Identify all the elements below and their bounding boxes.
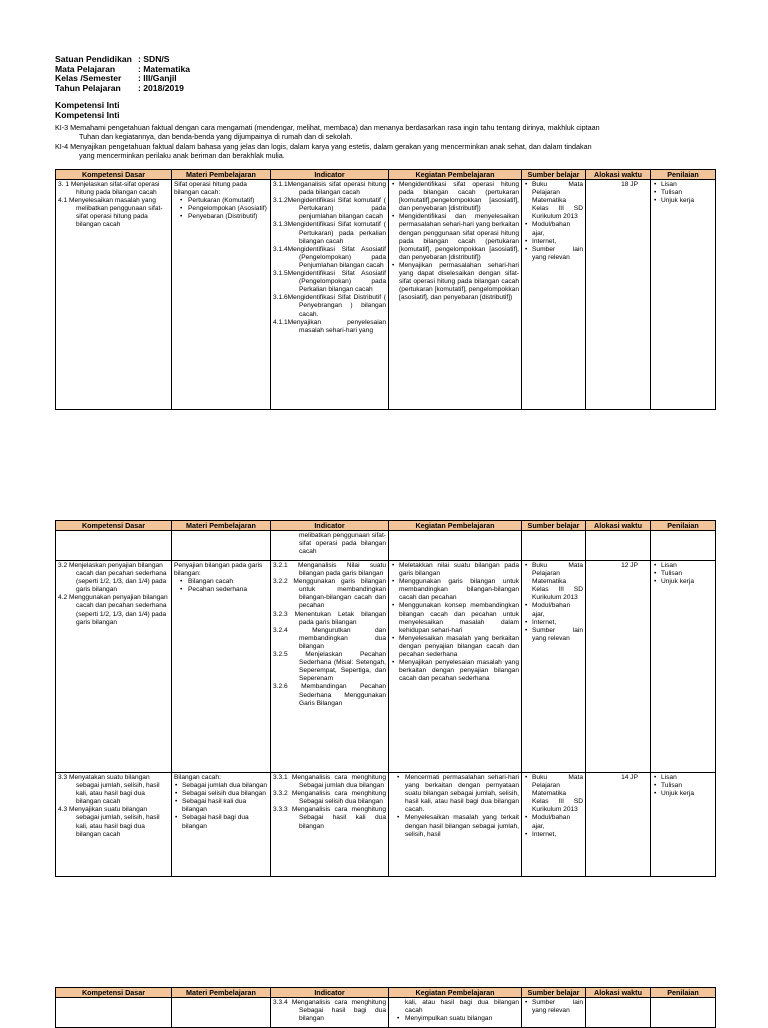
materi-intro: Bilangan cacah:: [174, 774, 221, 781]
table-row: [56, 773, 716, 877]
materi-cell: [172, 998, 271, 1028]
kompetensi-dasar-cell: [56, 998, 172, 1028]
ki-4: [55, 142, 715, 160]
indikator-item: 3.2.5 Menjelaskan Pecahan Sederhana (Misal: Setengah, Seperempat, Sepertiga, dan Seperenam: [273, 651, 386, 683]
list-item: • Unjuk kerja: [653, 790, 713, 798]
column-header: Alokasi waktu: [586, 521, 651, 531]
indikator-item: 3.1.3Mengidentifikasi Sifat komutatif ( Pertukaran) pada perkalian bilangan cacah: [273, 221, 386, 245]
header-value: : III/Ganjil: [138, 73, 177, 84]
silabus-table-page-2: [55, 520, 716, 877]
column-header: Kegiatan Pembelajaran: [389, 521, 522, 531]
column-header: Sumber belajar: [522, 988, 586, 998]
indikator-cell: [271, 561, 389, 773]
indikator-item: 3.3.2 Menganalisis cara menghitung Sebagai selisih dua bilangan: [273, 790, 386, 806]
penilaian-cell: [651, 773, 716, 877]
indikator-item: 3.1.2Mengidentifikasi Sifat komutatif ( Pertukaran) pada penjumlahan bilangan cacah: [273, 197, 386, 221]
column-header: Materi Pembelajaran: [172, 521, 271, 531]
sumber-cell: [522, 998, 586, 1028]
kompetensi-dasar-cell: [56, 180, 172, 410]
header-value: : Matematika: [138, 63, 191, 74]
materi-intro: Sifat operasi hitung pada bilangan cacah:: [174, 181, 247, 197]
ki-3: [55, 123, 715, 141]
header-label: Tahun Pelajaran: [55, 82, 121, 93]
list-item: • Unjuk kerja: [653, 197, 713, 205]
ki-3-line: Tuhan dan kegiatannya, dan benda-benda yang dijumpainya di rumah dan di sekolah.: [79, 132, 353, 141]
alokasi-cell: 18 JP: [586, 180, 651, 410]
table-row: [56, 561, 716, 773]
materi-cell: [172, 180, 271, 410]
kegiatan-cell: [389, 531, 522, 561]
indikator-item: 3.1.4Mengidentifikasi Sifat Asosiatif (Pengelompokan) pada Penjumlahan bilangan cacah: [273, 245, 386, 269]
sumber-cell: [522, 561, 586, 773]
column-header: Alokasi waktu: [586, 170, 651, 180]
list-item: • Sebagai jumlah dua bilangan: [174, 782, 268, 790]
list-item: • Menyajikan permasalahan sehari-hari yang dapat diselesaikan dengan sifat-sifat operasi hitung pada bilangan cacah (pertukaran [komutatif], pengelompokkan [asosiatif], dan penyebaran [distributif]): [391, 262, 519, 302]
kegiatan-cell: [389, 561, 522, 773]
alokasi-cell: 12 JP: [586, 561, 651, 773]
list-item: • Sebagai selisih dua bilangan: [174, 790, 268, 798]
list-item: • Sebagai hasil bagi dua bilangan: [174, 814, 268, 830]
column-header: Indicator: [271, 170, 389, 180]
indikator-item: 3.1.5Mengidentifikasi Sifat Asosiatif (Pengelompokan) pada Perkalian bilangan cacah: [273, 270, 386, 294]
table-row: [56, 531, 716, 561]
column-header: Sumber belajar: [522, 170, 586, 180]
list-item: • Pengelompokan (Asosiatif): [174, 205, 268, 213]
indikator-cell: [271, 180, 389, 410]
header-label: Mata Pelajaran: [55, 63, 116, 74]
column-header: Kegiatan Pembelajaran: [389, 170, 522, 180]
materi-cell: [172, 561, 271, 773]
kd-item: 3.2 Menjelaskan penyajian bilangan cacah dan pecahan sederhana (seperti 1/2, 1/3, dan 1/4) pada garis bilangan: [58, 562, 167, 594]
kd-item: 4.1 Menyelesaikan masalah yang melibatkan penggunaan sifat-sifat operasi hitung pada bilangan cacah: [58, 197, 163, 229]
list-item: • Menyelesaikan masalah yang berkaitan dengan penyajian bilangan cacah dan pecahan sederhana: [391, 635, 519, 659]
kegiatan-cell: [389, 773, 522, 877]
list-item: • Mengidentifikasi dan menyelesaikan permasalahan sehari-hari yang berkaitan dengan penggunaan sifat operasi hitung pada bilangan cacah (pertukaran [komutatif], pengelompokkan [asosiatif], dan penyebaran [distributif]): [391, 213, 519, 262]
alokasi-cell: [586, 998, 651, 1028]
sumber-cell: [522, 531, 586, 561]
list-item: • Mengidentifikasi sifat operasi hitung pada bilangan cacah (pertukaran [komutatif],pengelompokkan [asosiatif], dan penyebaran [distributif]): [391, 181, 519, 213]
table-header-row: [56, 521, 716, 531]
kompetensi-inti-title: [55, 101, 119, 120]
list-item: • Tulisan: [653, 782, 713, 790]
list-item: • Pecahan sederhana: [174, 586, 268, 594]
list-item: • Sebagai hasil kali dua bilangan: [174, 798, 268, 814]
list-item: • Modul/bahan ajar,: [524, 602, 583, 618]
column-header: Kegiatan Pembelajaran: [389, 988, 522, 998]
table-row: [56, 998, 716, 1028]
indikator-item: 3.1.6Mengidentifikasi Sifat Distributif ( Penyebrangan ) bilangan cacah.: [273, 294, 386, 318]
indikator-item: 3.2.6 Membandingan Pecahan Sederhana Menggunakan Garis Bilangan: [273, 683, 386, 707]
kd-item: 4.2 Menggunakan penyajian bilangan cacah dan pecahan sederhana (seperti 1/2, 1/3, dan 1/4) pada garis bilangan: [58, 594, 168, 626]
kompetensi-dasar-cell: [56, 531, 172, 561]
list-item: • Sumber lain yang relevan: [524, 246, 583, 262]
header-row: [55, 84, 190, 94]
header-label: Kelas /Semester: [55, 73, 122, 84]
document-header: [55, 55, 190, 93]
indikator-item: 3.2.3 Menentukan Letak bilangan pada garis bilangan: [273, 610, 386, 626]
section-heading: Kompetensi Inti: [55, 109, 120, 120]
header-label: Satuan Pendidikan: [55, 54, 132, 64]
list-item: • Buku Mata Pelajaran Matematika Kelas III SD Kurikulum 2013: [524, 774, 583, 814]
list-item: • Mencermati permasalahan sehari-hari yang berkaitan dengan pernyataan suatu bilangan sebagai jumlah, selisih, hasil kali, atau hasil bagi dua bilangan cacah.: [391, 774, 519, 814]
sumber-cell: [522, 773, 586, 877]
indikator-item: 3.3.3 Menganalisis cara menghitung Sebagai hasil kali dua bilangan: [273, 806, 386, 830]
list-item: • Menggunakan konsep membandingkan bilangan cacah dan pecahan untuk menyelesaikan masalah dalam kehidupan sehari-hari: [391, 602, 519, 634]
list-item: • Internet,: [524, 619, 583, 627]
indikator-item: 3.3.1 Menganalisis cara menghitung Sebagai jumlah dua bilangan: [273, 774, 386, 790]
materi-cell: [172, 531, 271, 561]
kegiatan-cell: [389, 180, 522, 410]
kegiatan-cell: [389, 998, 522, 1028]
ki-3-line: KI-3 Memahami pengetahuan faktual dengan cara mengamati (mendengar, melihat, membaca) dan menanya berdasarkan rasa ingin tahu tentang dirinya, makhluk ciptaan: [55, 123, 600, 132]
header-value: : SDN/S: [138, 54, 170, 64]
list-item: • Bilangan cacah: [174, 578, 268, 586]
column-header: Sumber belajar: [522, 521, 586, 531]
list-item: • Tulisan: [653, 570, 713, 578]
list-item: • Menyelesaikan masalah yang terkait dengan hasil bilangan sebagai jumlah, selisih, hasil: [391, 814, 519, 838]
list-item: • Menyimpulkan suatu bilangan: [391, 1015, 519, 1023]
column-header: Materi Pembelajaran: [172, 170, 271, 180]
kd-item: 4.3 Menyajikan suatu bilangan sebagai jumlah, selisih, hasil kali, atau hasil bagi dua bilangan cacah: [58, 806, 160, 838]
column-header: Penilaian: [651, 170, 716, 180]
column-header: Kompetensi Dasar: [56, 521, 172, 531]
indikator-item: 4.1.1Menyajikan penyelesaian masalah sehari-hari yang: [273, 318, 386, 334]
sumber-cell: [522, 180, 586, 410]
list-item: • Buku Mata Pelajaran Matematika Kelas III SD Kurikulum 2013: [524, 562, 583, 602]
ki-4-line: yang mencerminkan perilaku anak beriman dan berakhlak mulia.: [79, 151, 285, 160]
list-item: • Pertukaran (Komutatif): [174, 197, 268, 205]
indikator-item: 3.1.1Menganalisis sifat operasi hitung pada bilangan cacah: [273, 181, 386, 197]
alokasi-cell: [586, 531, 651, 561]
list-item: • Meletakkan nilai suatu bilangan pada garis bilangan: [391, 562, 519, 578]
indikator-cell: [271, 998, 389, 1028]
list-item: • Penyebaran (Distributif): [174, 213, 268, 221]
indikator-cell: melibatkan penggunaan sifat-sifat operasi pada bilangan cacah: [271, 531, 389, 561]
header-value: : 2018/2019: [138, 82, 184, 93]
indikator-cell: [271, 773, 389, 877]
table-header-row: [56, 170, 716, 180]
silabus-table-page-1: [55, 169, 716, 410]
section-heading: Kompetensi Inti: [55, 100, 120, 110]
table-header-row: [56, 988, 716, 998]
penilaian-cell: [651, 561, 716, 773]
list-item: • Menggunakan garis bilangan untuk membandingkan bilangan-bilangan cacah dan pecahan: [391, 578, 519, 602]
list-item: • Tulisan: [653, 189, 713, 197]
list-item: • Lisan: [653, 181, 713, 189]
indikator-item: 3.2.1 Menganalisis Nilai suatu bilangan pada garis bilangan: [273, 562, 386, 578]
list-item: • Sumber lain yang relevan: [524, 999, 583, 1015]
column-header: Materi Pembelajaran: [172, 988, 271, 998]
list-item: • Modul/bahan ajar,: [524, 814, 583, 830]
materi-intro: Penyajian bilangan pada garis bilangan:: [174, 562, 263, 578]
indikator-item: 3.3.4 Menganalisis cara menghitung Sebagai hasil bagi dua bilangan: [273, 999, 386, 1023]
list-item: • Menyajikan penyelesaian masalah yang berkaitan dengan penyajian bilangan cacah dan pecahan sederhana: [391, 659, 519, 683]
materi-cell: [172, 773, 271, 877]
column-header: Indicator: [271, 988, 389, 998]
list-item: • Buku Mata Pelajaran Matematika Kelas III SD Kurikulum 2013: [524, 181, 583, 221]
list-item: • Sumber lain yang relevan: [524, 627, 583, 643]
kd-item: 3.3 Menyatakan suatu bilangan sebagai jumlah, selisih, hasil kali, atau hasil bagi dua bilangan cacah: [58, 774, 160, 806]
column-header: Penilaian: [651, 521, 716, 531]
list-item: • Internet,: [524, 831, 583, 839]
list-item: • Lisan: [653, 774, 713, 782]
alokasi-cell: 14 JP: [586, 773, 651, 877]
column-header: Penilaian: [651, 988, 716, 998]
column-header: Alokasi waktu: [586, 988, 651, 998]
list-item: • Unjuk kerja: [653, 578, 713, 586]
table-row: [56, 180, 716, 410]
indikator-item: 3.2.4 Mengurutkan dan membandingkan dua bilangan: [273, 626, 386, 650]
penilaian-cell: [651, 180, 716, 410]
silabus-table-page-3: [55, 987, 716, 1028]
indikator-item: 3.2.2 Menggunakan garis bilangan untuk membandingkan bilangan-bilangan cacah dan pecahan: [273, 578, 386, 610]
list-item: • Internet,: [524, 238, 583, 246]
ki-4-line: KI-4 Menyajikan pengetahuan faktual dalam bahasa yang jelas dan logis, dalam karya yang estetis, dalam gerakan yang mencerminkan anak sehat, dan dalam tindakan: [55, 142, 592, 151]
kompetensi-dasar-cell: [56, 773, 172, 877]
column-header: Indicator: [271, 521, 389, 531]
kd-item: 3. 1 Menjelaskan sifat-sifat operasi hitung pada bilangan cacah: [58, 181, 160, 197]
kompetensi-dasar-cell: [56, 561, 172, 773]
list-item: • Modul/bahan ajar,: [524, 221, 583, 237]
penilaian-cell: [651, 998, 716, 1028]
kegiatan-carry: kali, atau hasil bagi dua bilangan cacah: [405, 999, 519, 1015]
list-item: • Lisan: [653, 562, 713, 570]
penilaian-cell: [651, 531, 716, 561]
column-header: Kompetensi Dasar: [56, 988, 172, 998]
column-header: Kompetensi Dasar: [56, 170, 172, 180]
